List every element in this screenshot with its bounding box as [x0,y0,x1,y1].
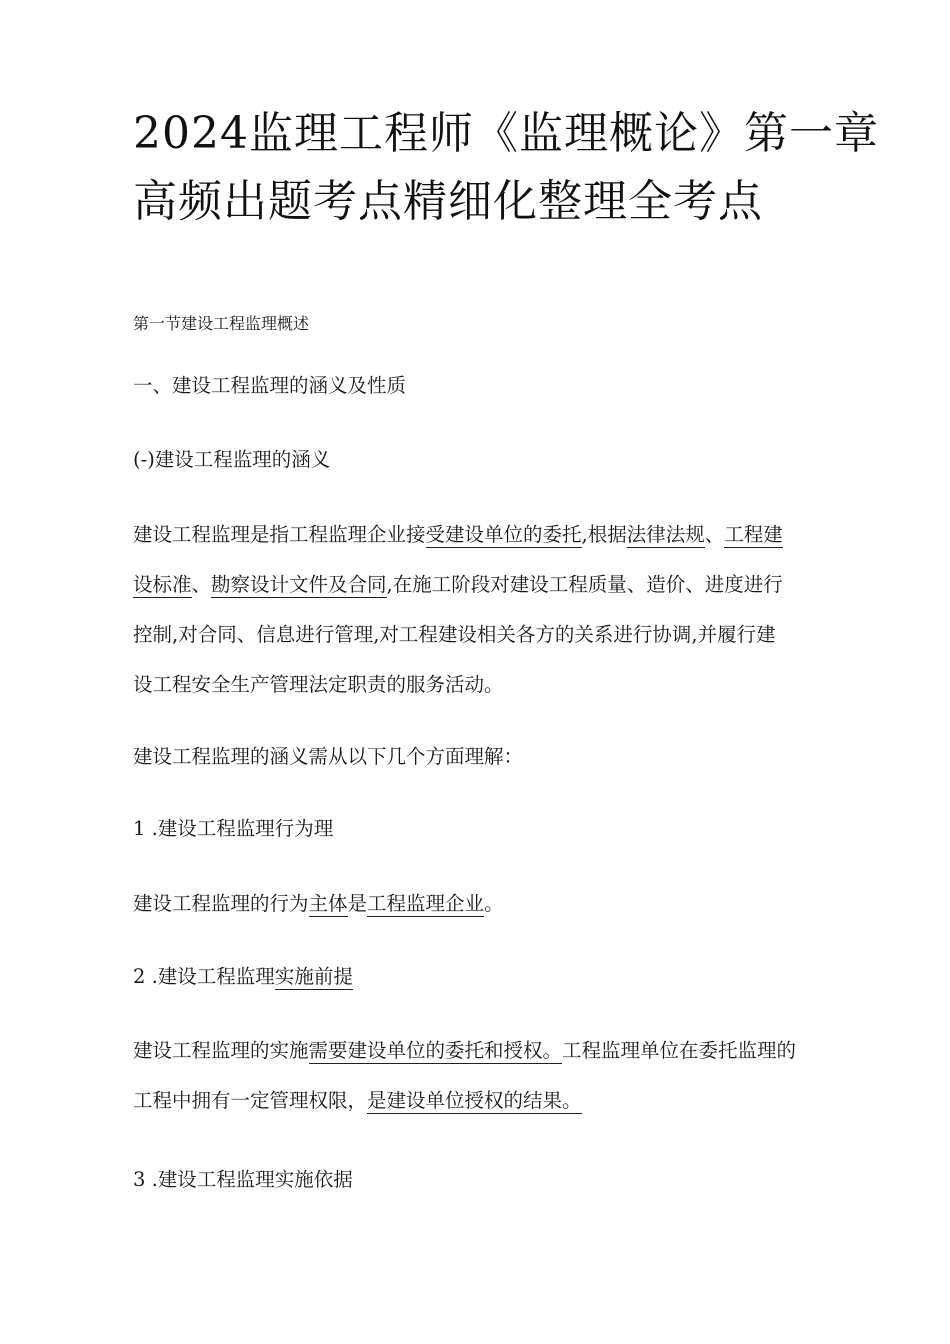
paragraph-line [133,1076,833,1126]
underlined-term: 实施前提 [274,965,353,988]
underlined-term: 法律法规 [626,523,705,546]
text-run: 、 [191,573,212,596]
list-item-2-text [133,1026,833,1126]
paragraph-line: 设工程安全生产管理法定职责的服务活动。 [133,673,504,696]
title-line-1: 2024监理工程师《监理概论》第一章 [133,108,879,159]
text-run: ,根据 [581,523,627,546]
text-run: 2 .建设工程监理 [133,965,275,988]
intro-paragraph: 建设工程监理的涵义需从以下几个方面理解： [133,745,524,768]
list-item-2-heading [133,952,833,1002]
text-run: 建设工程监理的行为 [133,892,309,915]
text-run: 是 [347,892,368,915]
underlined-term: 勘察设计文件及合同 [211,573,387,596]
heading-level-2: (-)建设工程监理的涵义 [133,448,331,471]
underlined-term: 是建设单位授权的结果。 [367,1089,582,1112]
underlined-term: 工程监理企业 [367,892,485,915]
list-item-1-heading: 1 .建设工程监理行为理 [133,817,334,840]
paragraph-line [133,560,833,610]
text-run: 工程监理单位在委托监理的 [562,1039,797,1062]
text-run: ,在施工阶段对建设工程质量、造价、进度进行 [386,573,783,596]
underlined-term: 受建设单位的委托 [425,523,582,546]
text-run: 。 [484,892,504,915]
text-run: 、 [704,523,725,546]
heading-level-1: 一、建设工程监理的涵义及性质 [133,374,407,397]
paragraph-line [133,510,833,560]
list-item-3-heading: 3 .建设工程监理实施依据 [133,1168,353,1191]
text-run: 建设工程监理的实施 [133,1039,309,1062]
paragraph-line: 控制,对合同、信息进行管理,对工程建设相关各方的关系进行协调,并履行建 [133,623,776,646]
underlined-term: 设标准 [133,573,192,596]
underlined-term: 工程建 [724,523,783,546]
text-run: 建设工程监理是指工程监理企业接 [133,523,426,546]
paragraph-line [133,1026,833,1076]
list-item-1-text [133,879,833,929]
definition-paragraph [133,510,833,710]
section-heading: 第一节建设工程监理概述 [133,314,310,333]
underlined-term: 需要建设单位的委托和授权。 [308,1039,563,1062]
text-run: 工程中拥有一定管理权限， [133,1089,368,1112]
underlined-term: 主体 [308,892,348,915]
document-title [133,100,879,236]
title-line-2: 高频出题考点精细化整理全考点 [133,176,763,227]
